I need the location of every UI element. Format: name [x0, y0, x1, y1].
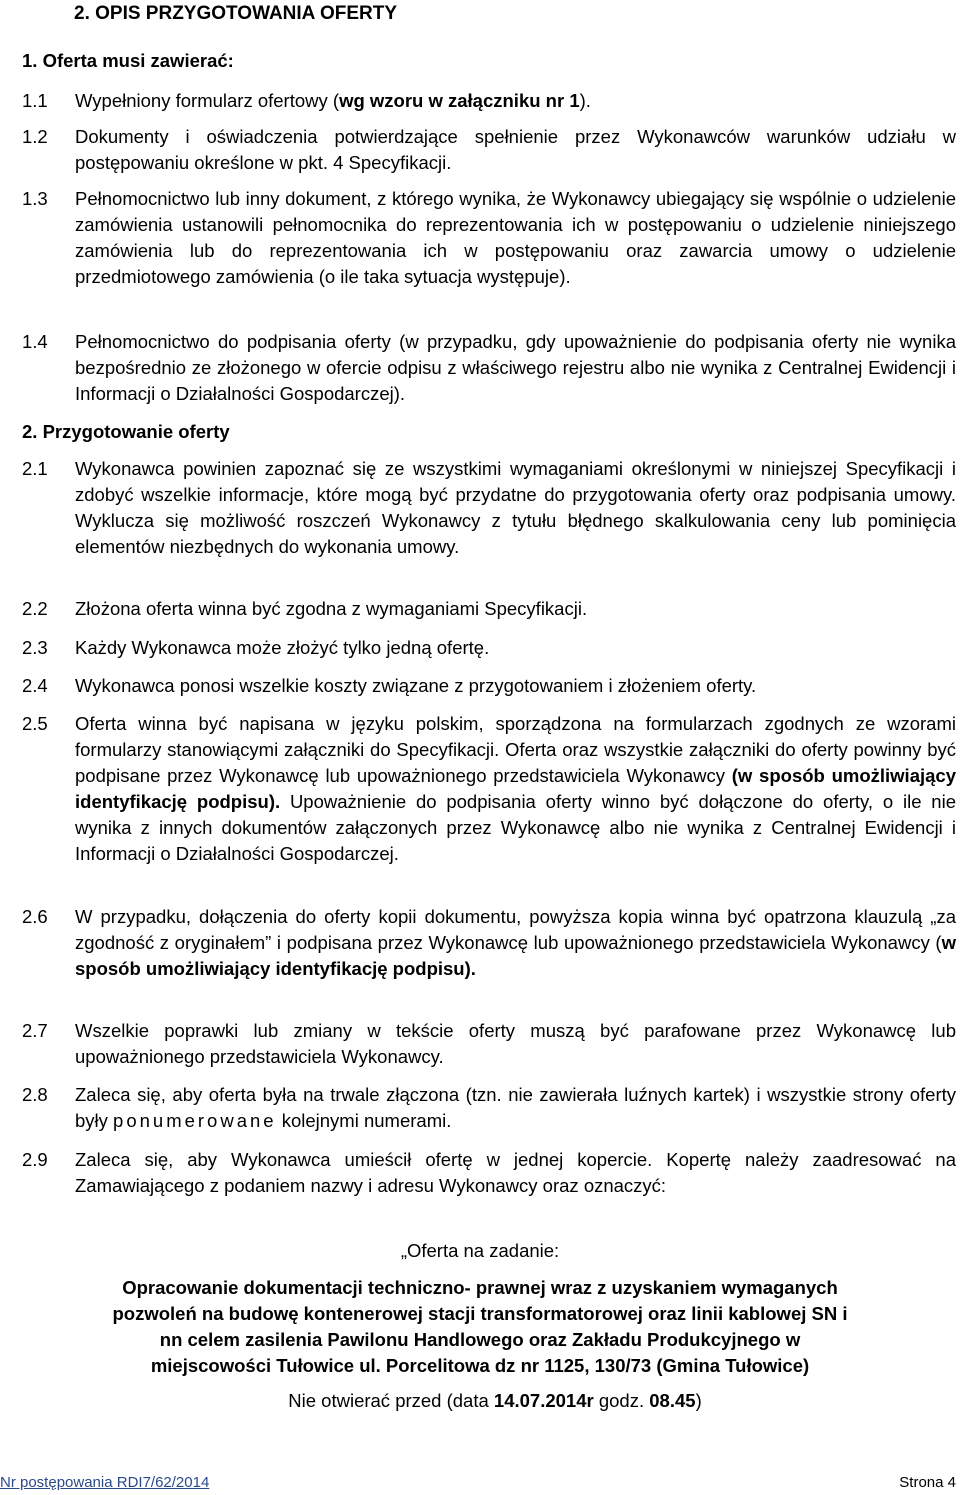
item-text: Pełnomocnictwo do podpisania oferty (w przypadku, gdy upoważnienie do podpisania oferty nie wynika bezpośrednio ze złożonego w ofercie odpisu z właściwego rejestru albo nie wynika z Centralnej Ewidencji i Informacji o Działalności Gospodarczej). — [75, 331, 956, 404]
item-text: Zaleca się, aby Wykonawca umieścił ofertę w jednej kopercie. Kopertę należy zaadresować na Zamawiającego z podaniem nazwy i adresu Wykonawcy oraz oznaczyć: — [75, 1149, 956, 1196]
item-text: Oferta winna być napisana w języku polskim, sporządzona na formularzach zgodnych ze wzorami formularzy stanowiącymi załączniki do Specyfikacji. Oferta oraz wszystkie załączniki do oferty powinny być podpisane przez Wykonawcę lub upoważnionego przedstawiciela Wykonawcy — [75, 713, 956, 786]
item-text-bold: wg wzoru w załączniku nr 1 — [339, 90, 580, 111]
note-text: godz. — [593, 1390, 650, 1411]
list-item — [22, 673, 956, 699]
item-number: 2.7 — [22, 1020, 48, 1041]
item-text: kolejnymi numerami. — [276, 1110, 452, 1131]
note-time: 08.45 — [649, 1390, 696, 1411]
item-text: Wykonawca powinien zapoznać się ze wszystkimi wymaganiami określonymi w niniejszej Specyfikacji i zdobyć wszelkie informacje, które mogą być przydatne do przygotowania oferty oraz podpisania umowy. Wyklucza się możliwość roszczeń Wykonawcy z tytułu błędnego skalkulowania ceny lub pominięcia elementów niezbędnych do wykonania umowy. — [75, 458, 956, 557]
list-item — [22, 596, 956, 622]
section-title: 2. OPIS PRZYGOTOWANIA OFERTY — [74, 3, 398, 24]
item-number: 1.1 — [22, 90, 48, 111]
note-text: Nie otwierać przed (data — [288, 1390, 494, 1411]
item-text: Upoważnienie do podpisania oferty winno być dołączone do oferty, o ile nie wynika z innych dokumentów załączonych przez Wykonawcę albo nie wynika z Centralnej Ewidencji i Informacji o Działalności Gospodarczej. — [75, 791, 956, 864]
envelope-label: „Oferta na zadanie: — [400, 1240, 560, 1261]
note-text: ) — [695, 1390, 702, 1411]
item-text: ). — [579, 90, 591, 111]
note-date: 14.07.2014r — [493, 1390, 594, 1411]
envelope-title-line: nn celem zasilenia Pawilonu Handlowego oraz Zakładu Produkcyjnego w — [159, 1329, 801, 1350]
item-text-spaced: ponumerowane — [113, 1110, 277, 1131]
item-text: Każdy Wykonawca może złożyć tylko jedną ofertę. — [75, 637, 490, 658]
item-text: Złożona oferta winna być zgodna z wymaganiami Specyfikacji. — [75, 598, 588, 619]
do-not-open-note — [0, 1389, 960, 1413]
footer-page-number: Strona 4 — [899, 1474, 956, 1491]
envelope-title-line: miejscowości Tułowice ul. Porcelitowa dz nr 1125, 130/73 (Gmina Tułowice) — [150, 1355, 810, 1376]
item-number: 2.2 — [22, 598, 48, 619]
list-item — [22, 1147, 956, 1199]
part1-heading: 1. Oferta musi zawierać: — [22, 50, 234, 71]
item-text: Pełnomocnictwo lub inny dokument, z którego wynika, że Wykonawcy ubiegający się wspólnie o udzielenie zamówienia ustanowili pełnomocnika do reprezentowania ich w postępowaniu o udzielenie niniejszego zamówienia lub do reprezentowania ich w postępowaniu oraz zawarcia umowy o udzielenie przedmiotowego zamówienia (o ile taka sytuacja występuje). — [75, 188, 956, 287]
item-number: 2.5 — [22, 713, 48, 734]
item-number: 2.3 — [22, 637, 48, 658]
list-item — [22, 124, 956, 176]
item-text: W przypadku, dołączenia do oferty kopii dokumentu, powyższa kopia winna być opatrzona klauzulą „za zgodność z oryginałem” i podpisana przez Wykonawcę lub upoważnionego przedstawiciela Wykonawcy ( — [75, 906, 956, 953]
footer-case-number[interactable]: Nr postępowania RDI7/62/2014 — [0, 1474, 210, 1491]
item-text: Dokumenty i oświadczenia potwierdzające spełnienie przez Wykonawców warunków udziału w postępowaniu określone w pkt. 4 Specyfikacji. — [75, 126, 956, 173]
list-item — [22, 635, 956, 661]
envelope-title-line: Opracowanie dokumentacji techniczno- prawnej wraz z uzyskaniem wymaganych — [122, 1277, 838, 1298]
item-text: Zaleca się, aby oferta była na trwale złączona (tzn. nie zawierała luźnych kartek) i wszystkie strony oferty były — [75, 1084, 956, 1131]
envelope-title-line: pozwoleń na budowę kontenerowej stacji transformatorowej oraz linii kablowej SN i — [112, 1303, 848, 1324]
item-number: 2.6 — [22, 906, 48, 927]
item-number: 2.1 — [22, 458, 48, 479]
list-item — [22, 1018, 956, 1070]
item-text-bold: w sposób umożliwiający identyfikację podpisu). — [75, 932, 956, 979]
item-number: 1.2 — [22, 126, 48, 147]
list-item — [22, 904, 956, 982]
item-text: Wszelkie poprawki lub zmiany w tekście oferty muszą być parafowane przez Wykonawcę lub upoważnionego przedstawiciela Wykonawcy. — [75, 1020, 956, 1067]
list-item — [22, 711, 956, 867]
part2-heading: 2. Przygotowanie oferty — [22, 421, 230, 442]
list-item — [22, 329, 956, 407]
item-text: Wykonawca ponosi wszelkie koszty związane z przygotowaniem i złożeniem oferty. — [75, 675, 757, 696]
list-item — [22, 88, 956, 114]
list-item — [22, 186, 956, 290]
envelope-title — [0, 1275, 960, 1379]
item-text-bold: (w sposób umożliwiający identyfikację podpisu). — [75, 765, 956, 812]
item-number: 2.8 — [22, 1084, 48, 1105]
list-item — [22, 1082, 956, 1134]
list-item — [22, 456, 956, 560]
item-number: 1.4 — [22, 331, 48, 352]
item-number: 1.3 — [22, 188, 48, 209]
item-text: Wypełniony formularz ofertowy ( — [75, 90, 340, 111]
item-number: 2.4 — [22, 675, 48, 696]
item-number: 2.9 — [22, 1149, 48, 1170]
